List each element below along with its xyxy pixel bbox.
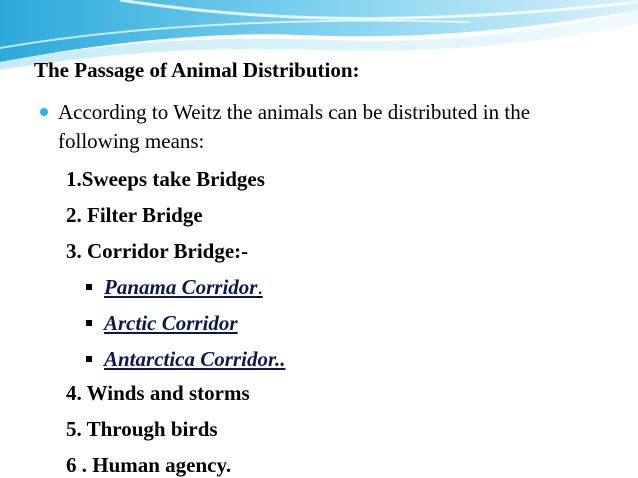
square-bullet-icon: [86, 284, 92, 290]
list-item-1: 1.Sweeps take Bridges: [66, 167, 265, 191]
square-bullet-icon: [86, 356, 92, 362]
panama-trail: .: [257, 275, 263, 299]
list-item-3: 3. Corridor Bridge:-: [66, 239, 249, 263]
list-item-5: 5. Through birds: [66, 417, 218, 441]
sub-item-arctic[interactable]: [86, 311, 238, 336]
antarctica-corridor-link[interactable]: Antarctica Corridor..: [104, 347, 286, 371]
slide-title: The Passage of Animal Distribution:: [34, 58, 360, 82]
panama-corridor-link[interactable]: Panama Corridor: [104, 275, 258, 299]
arctic-corridor-link[interactable]: Arctic Corridor: [104, 311, 238, 335]
sub-item-panama[interactable]: [86, 275, 263, 300]
list-item-6: 6 . Human agency.: [66, 453, 232, 477]
bullet-dot-icon: [40, 108, 48, 116]
square-bullet-icon: [86, 320, 92, 326]
sub-item-antarctica[interactable]: [86, 347, 285, 372]
list-item-2: 2. Filter Bridge: [66, 203, 203, 227]
bullet-text: According to Weitz the animals can be distributed in the following means:: [58, 100, 531, 153]
list-item-4: 4. Winds and storms: [66, 381, 250, 405]
bullet-paragraph: [40, 98, 600, 156]
